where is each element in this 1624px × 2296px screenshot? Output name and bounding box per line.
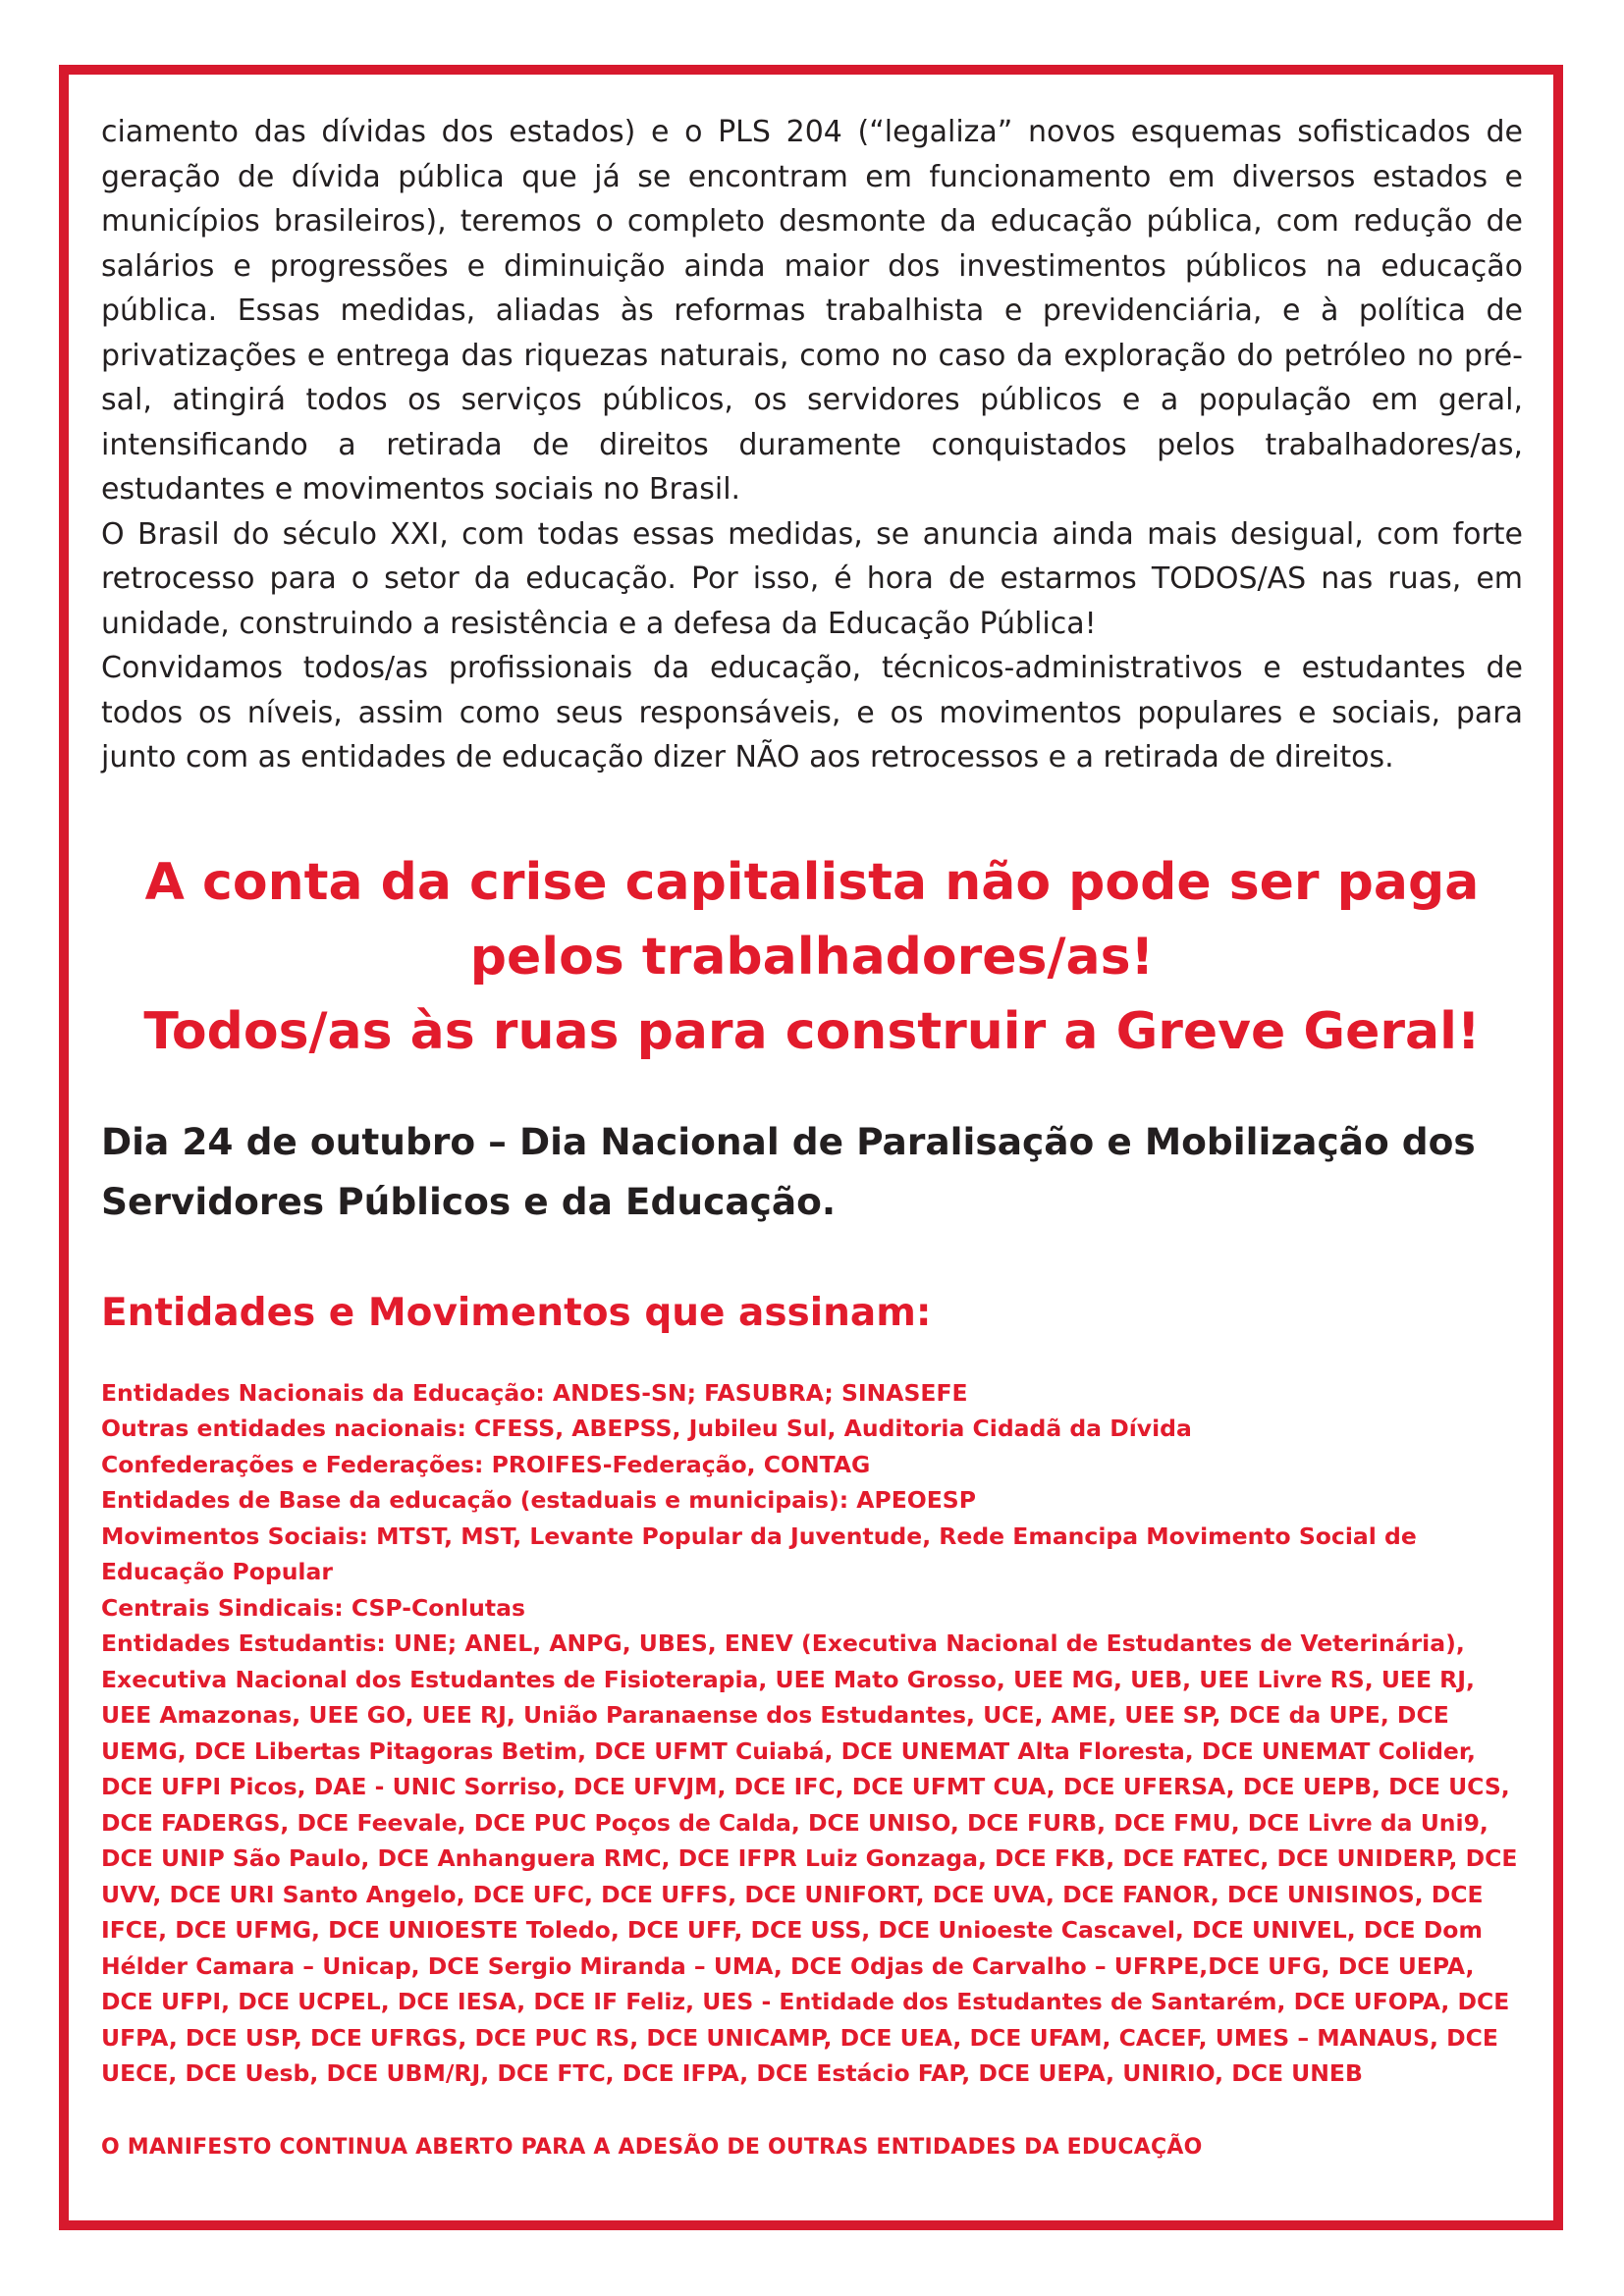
body-paragraph: ciamento das dívidas dos estados) e o PLS 204 (“legaliza” novos esquemas sofisticados de geração de dívida pública que já se encontram em funcionamento em diversos estados e municípios brasileiros), teremos o completo desmonte da educação pública, com redução de salários e progressões e diminuição ainda maior dos investimentos públicos na educação pública. Essas medidas, aliadas às reformas trabalhista e previdenciária, e à política de privatizações e entrega das riquezas naturais, como no caso da exploração do petróleo no pré-sal, atingirá todos os serviços públicos, os servidores públicos e a população em geral, intensificando a retirada de direitos duramente conquistados pelos trabalhadores/as, estudantes e movimentos sociais no Brasil. bbox=[101, 115, 1523, 507]
body-paragraph: O Brasil do século XXI, com todas essas medidas, se anuncia ainda mais desigual, com forte retrocesso para o setor da educação. Por isso, é hora de estarmos TODOS/AS nas ruas, em unidade, construindo a resistência e a defesa da Educação Pública! bbox=[101, 516, 1523, 641]
signer-group: Movimentos Sociais: MTST, MST, Levante Popular da Juventude, Rede Emancipa Movimento Social de Educação Popular bbox=[101, 1522, 1417, 1585]
signer-group: Confederações e Federações: PROIFES-Federação, CONTAG bbox=[101, 1450, 871, 1478]
document-content bbox=[101, 110, 1523, 2164]
signer-group: Entidades de Base da educação (estaduais e municipais): APEOESP bbox=[101, 1486, 976, 1514]
closing-note: O MANIFESTO CONTINUA ABERTO PARA A ADESÃO DE OUTRAS ENTIDADES DA EDUCAÇÃO bbox=[101, 2134, 1203, 2160]
slogan-line: A conta da crise capitalista não pode ser paga bbox=[144, 852, 1480, 912]
signers-list bbox=[101, 1375, 1523, 2092]
signer-group: Entidades Estudantis: UNE; ANEL, ANPG, UBES, ENEV (Executiva Nacional de Estudantes de Veterinária), Executiva Nacional dos Estudantes de Fisioterapia, UEE Mato Grosso, UEE MG, UEB, UEE Livre RS, UEE RJ, UEE Amazonas, UEE GO, UEE RJ, União Paranaense dos Estudantes, UCE, AME, UEE SP, DCE da UPE, DCE UEMG, DCE Libertas Pitagoras Betim, DCE UFMT Cuiabá, DCE UNEMAT Alta Floresta, DCE UNEMAT Colider, DCE UFPI Picos, DAE - UNIC Sorriso, DCE UFVJM, DCE IFC, DCE UFMT CUA, DCE UFERSA, DCE UEPB, DCE UCS, DCE FADERGS, DCE Feevale, DCE PUC Poços de Calda, DCE UNISO, DCE FURB, DCE FMU, DCE Livre da Uni9, DCE UNIP São Paulo, DCE Anhanguera RMC, DCE IFPR Luiz Gonzaga, DCE FKB, DCE FATEC, DCE UNIDERP, DCE UVV, DCE URI Santo Angelo, DCE UFC, DCE UFFS, DCE UNIFORT, DCE UVA, DCE FANOR, DCE UNISINOS, DCE IFCE, DCE UFMG, DCE UNIOESTE Toledo, DCE UFF, DCE USS, DCE Unioeste Cascavel, DCE UNIVEL, DCE Dom Hélder Camara – Unicap, DCE Sergio Miranda – UMA, DCE Odjas de Carvalho – UFRPE,DCE UFG, DCE UEPA, DCE UFPI, DCE UCPEL, DCE IESA, DCE IF Feliz, UES - Entidade dos Estudantes de Santarém, DCE UFOPA, DCE UFPA, DCE USP, DCE UFRGS, DCE PUC RS, DCE UNICAMP, DCE UEA, DCE UFAM, CACEF, UMES – MANAUS, DCE UECE, DCE Uesb, DCE UBM/RJ, DCE FTC, DCE IFPA, DCE Estácio FAP, DCE UEPA, UNIRIO, DCE UNEB bbox=[101, 1629, 1518, 2087]
slogan-line: pelos trabalhadores/as! bbox=[469, 927, 1155, 987]
signer-group: Entidades Nacionais da Educação: ANDES-SN; FASUBRA; SINASEFE bbox=[101, 1378, 968, 1407]
body-paragraph: Convidamos todos/as profissionais da educação, técnicos-administrativos e estudantes de todos os níveis, assim como seus responsáveis, e os movimentos populares e sociais, para junto com as entidades de educação dizer NÃO aos retrocessos e a retirada de direitos. bbox=[101, 651, 1523, 774]
signers-title: Entidades e Movimentos que assinam: bbox=[101, 1290, 932, 1335]
slogan-line: Todos/as às ruas para construir a Greve Geral! bbox=[143, 1001, 1481, 1061]
slogan-heading bbox=[101, 845, 1523, 1069]
mobilization-date-heading: Dia 24 de outubro – Dia Nacional de Paralisação e Mobilização dos Servidores Públicos e da Educação. bbox=[101, 1119, 1476, 1223]
signer-group: Outras entidades nacionais: CFESS, ABEPSS, Jubileu Sul, Auditoria Cidadã da Dívida bbox=[101, 1415, 1192, 1442]
signer-group: Centrais Sindicais: CSP-Conlutas bbox=[101, 1593, 525, 1622]
body-text bbox=[101, 110, 1523, 780]
